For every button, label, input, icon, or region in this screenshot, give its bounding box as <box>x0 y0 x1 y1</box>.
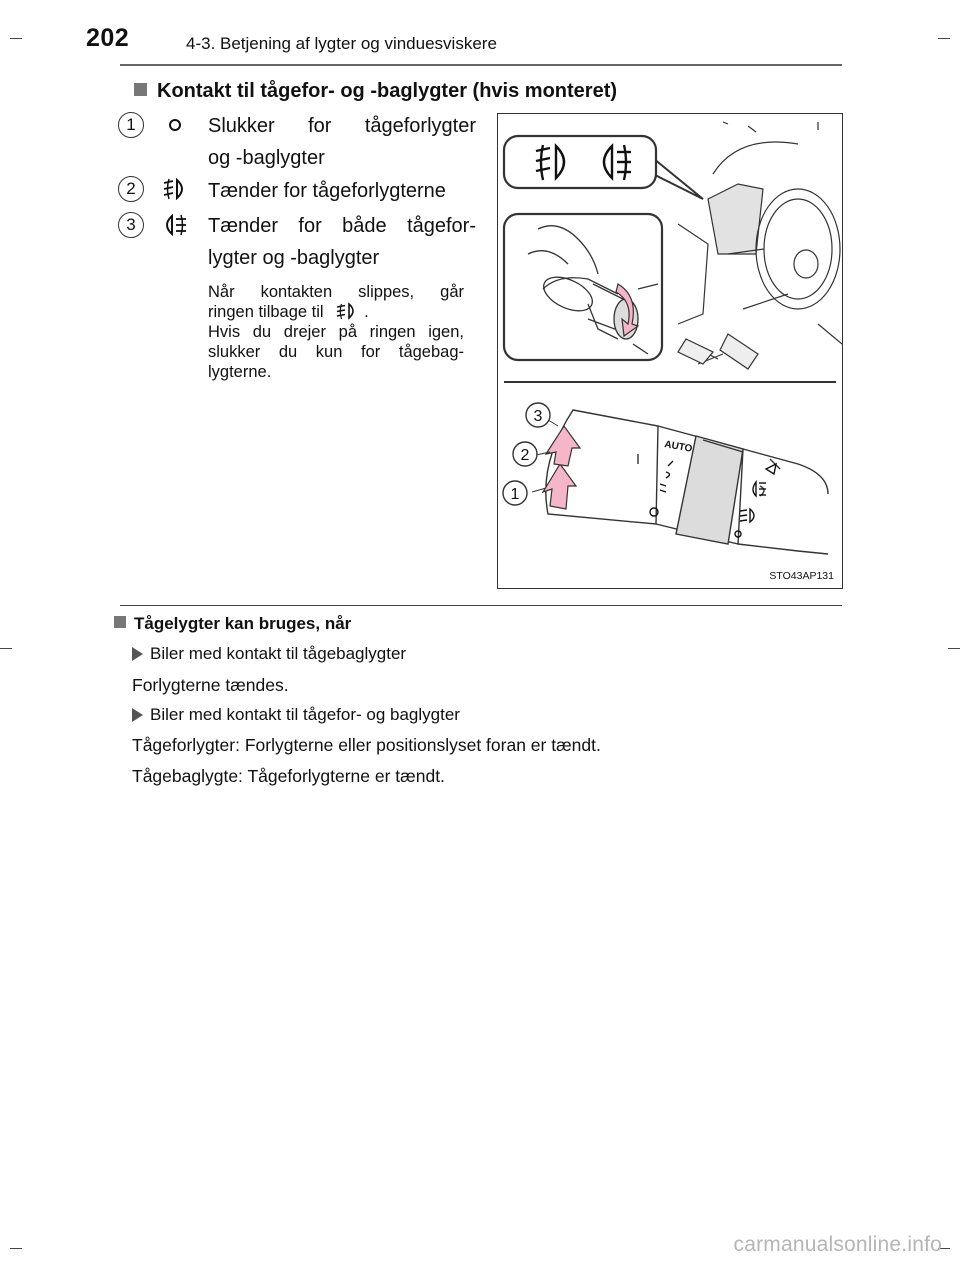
item-number-badge: 3 <box>118 212 144 238</box>
crop-mark <box>10 1248 22 1249</box>
note-line-2-period: . <box>364 303 369 321</box>
bullet-rear-fog-cars <box>132 644 406 664</box>
off-circle-icon <box>166 116 184 134</box>
item-number-badge: 2 <box>118 176 144 202</box>
figure-label-2 <box>513 442 537 466</box>
page-number: 202 <box>86 24 130 52</box>
section-title <box>134 80 617 103</box>
return-note <box>208 282 464 382</box>
figure-label-1 <box>503 481 527 505</box>
item-1-line-1: Slukker for tågeforlygter <box>208 115 476 137</box>
header-rule <box>120 64 842 66</box>
note-line-2 <box>208 302 464 322</box>
figure-label-3 <box>526 403 550 427</box>
item-2-text: Tænder for tågeforlygterne <box>208 180 446 202</box>
note-line-2-text: ringen tilbage til <box>208 303 324 321</box>
crop-mark <box>10 38 22 39</box>
condition-line-1: Forlygterne tændes. <box>132 675 289 695</box>
watermark: carmanualsonline.info <box>733 1233 942 1256</box>
figure-label-3-text: 3 <box>533 408 543 425</box>
illustration-drawing <box>498 114 842 588</box>
triangle-bullet-icon <box>132 708 143 722</box>
item-3-line-1: Tænder for både tågefor- <box>208 215 476 237</box>
figure-label-1-text: 1 <box>510 486 520 503</box>
section-title-text: Kontakt til tågefor- og -baglygter (hvis monteret) <box>157 80 618 102</box>
item-number-badge: 1 <box>118 112 144 138</box>
square-bullet-icon <box>134 83 147 96</box>
condition-line-2: Tågeforlygter: Forlygterne eller positionslyset foran er tændt. <box>132 735 601 755</box>
lever-sketch <box>546 410 828 554</box>
note-line-1: Når kontakten slippes, går <box>208 283 464 301</box>
triangle-bullet-icon <box>132 647 143 661</box>
crop-mark <box>948 648 960 649</box>
bullet-1-text: Biler med kontakt til tågebaglygter <box>150 644 407 663</box>
item-1-text <box>208 110 476 174</box>
front-fog-light-icon <box>160 176 190 202</box>
square-bullet-icon <box>114 616 126 628</box>
chapter-title: 4-3. Betjening af lygter og vinduesviskere <box>186 34 497 53</box>
bullet-front-rear-fog-cars <box>132 705 460 725</box>
section-divider <box>120 605 842 606</box>
crop-mark <box>938 38 950 39</box>
conditions-heading-text: Tågelygter kan bruges, når <box>134 614 352 633</box>
condition-line-3: Tågebaglygte: Tågeforlygterne er tændt. <box>132 766 445 786</box>
conditions-heading <box>114 614 351 634</box>
note-line-3: Hvis du drejer på ringen igen, slukker du kun for tågebag-lygterne. <box>208 323 464 381</box>
fog-light-switch-illustration <box>497 113 843 589</box>
figure-label-2-text: 2 <box>520 447 530 464</box>
item-1-line-2: og -baglygter <box>208 147 325 169</box>
item-3-line-2: lygter og -baglygter <box>208 247 380 269</box>
crop-mark <box>0 648 12 649</box>
dashboard-sketch <box>678 122 842 369</box>
lever-auto-text: AUTO <box>663 439 694 455</box>
bullet-2-text: Biler med kontakt til tågefor- og baglygter <box>150 705 460 724</box>
callout-box <box>504 136 656 188</box>
item-3-text <box>208 210 476 274</box>
rear-fog-light-icon <box>160 212 190 238</box>
front-fog-light-icon <box>334 302 360 320</box>
figure-code: STO43AP131 <box>769 570 834 582</box>
